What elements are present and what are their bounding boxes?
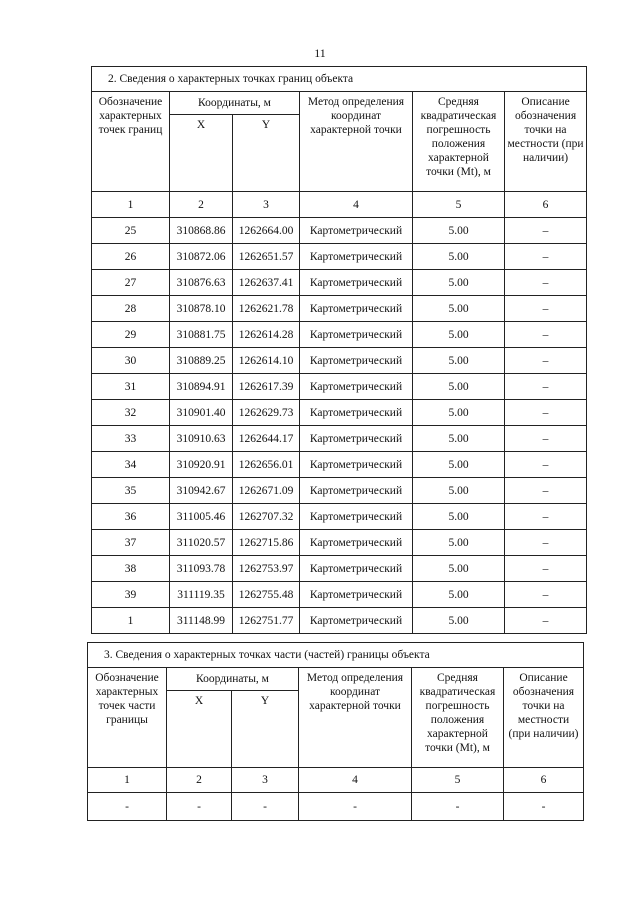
- description: –: [505, 296, 587, 322]
- column-number: 4: [300, 192, 413, 218]
- header-description: Описание обозначения точки на местности (при наличии): [504, 668, 584, 768]
- coord-x: 310901.40: [170, 400, 233, 426]
- header-x: X: [167, 691, 232, 768]
- point-designation: 1: [92, 608, 170, 634]
- coord-y: 1262614.28: [233, 322, 300, 348]
- header-y: Y: [233, 115, 300, 192]
- point-designation: 29: [92, 322, 170, 348]
- accuracy: 5.00: [413, 322, 505, 348]
- coord-y: 1262707.32: [233, 504, 300, 530]
- boundary-points-rows: [92, 218, 587, 634]
- coord-y: -: [232, 793, 299, 821]
- point-designation: 36: [92, 504, 170, 530]
- coord-x: 311148.99: [170, 608, 233, 634]
- table-row: [92, 348, 587, 374]
- method: Картометрический: [300, 348, 413, 374]
- header-y: Y: [232, 691, 299, 768]
- description: –: [505, 400, 587, 426]
- accuracy: 5.00: [413, 504, 505, 530]
- description: –: [505, 270, 587, 296]
- boundary-points-table: [91, 66, 587, 634]
- coord-x: 310881.75: [170, 322, 233, 348]
- accuracy: 5.00: [413, 582, 505, 608]
- coord-x: 311093.78: [170, 556, 233, 582]
- point-designation: 37: [92, 530, 170, 556]
- table-row: [92, 374, 587, 400]
- coord-x: 311020.57: [170, 530, 233, 556]
- description: –: [505, 582, 587, 608]
- coord-y: 1262664.00: [233, 218, 300, 244]
- method: Картометрический: [300, 322, 413, 348]
- header-method: Метод определения координат характерной точки: [299, 668, 412, 768]
- point-designation: 31: [92, 374, 170, 400]
- method: Картометрический: [300, 530, 413, 556]
- part-boundary-points-table: [87, 642, 584, 821]
- accuracy: 5.00: [413, 608, 505, 634]
- accuracy: 5.00: [413, 218, 505, 244]
- header-method: Метод определения координат характерной точки: [300, 92, 413, 192]
- coord-x: 310876.63: [170, 270, 233, 296]
- column-number: 1: [88, 768, 167, 793]
- accuracy: 5.00: [413, 478, 505, 504]
- accuracy: -: [412, 793, 504, 821]
- table-row: [92, 608, 587, 634]
- coord-y: 1262614.10: [233, 348, 300, 374]
- column-number: 1: [92, 192, 170, 218]
- accuracy: 5.00: [413, 348, 505, 374]
- column-number: 6: [504, 768, 584, 793]
- method: Картометрический: [300, 556, 413, 582]
- table-row: [92, 556, 587, 582]
- method: Картометрический: [300, 582, 413, 608]
- section-2-title: 2. Сведения о характерных точках границ объекта: [92, 67, 587, 92]
- description: –: [505, 426, 587, 452]
- coord-x: 310942.67: [170, 478, 233, 504]
- header-x: X: [170, 115, 233, 192]
- coord-y: 1262751.77: [233, 608, 300, 634]
- coord-x: 310878.10: [170, 296, 233, 322]
- accuracy: 5.00: [413, 244, 505, 270]
- coord-x: 310920.91: [170, 452, 233, 478]
- accuracy: 5.00: [413, 426, 505, 452]
- method: Картометрический: [300, 374, 413, 400]
- description: –: [505, 322, 587, 348]
- table-row: [92, 270, 587, 296]
- page-number: 11: [314, 46, 326, 60]
- description: –: [505, 556, 587, 582]
- column-number: 2: [167, 768, 232, 793]
- point-designation: 39: [92, 582, 170, 608]
- method: Картометрический: [300, 400, 413, 426]
- description: –: [505, 504, 587, 530]
- coord-y: 1262753.97: [233, 556, 300, 582]
- description: –: [505, 348, 587, 374]
- accuracy: 5.00: [413, 452, 505, 478]
- method: Картометрический: [300, 504, 413, 530]
- coord-y: 1262629.73: [233, 400, 300, 426]
- description: –: [505, 478, 587, 504]
- header-designation: Обозначение характерных точек части границы: [88, 668, 167, 768]
- table-row: [88, 793, 584, 821]
- header-description: Описание обозначения точки на местности (при наличии): [505, 92, 587, 192]
- description: –: [505, 218, 587, 244]
- description: -: [504, 793, 584, 821]
- table-row: [92, 400, 587, 426]
- coord-y: 1262637.41: [233, 270, 300, 296]
- header-coordinates: Координаты, м: [170, 92, 300, 115]
- method: Картометрический: [300, 426, 413, 452]
- point-designation: 25: [92, 218, 170, 244]
- accuracy: 5.00: [413, 296, 505, 322]
- point-designation: 27: [92, 270, 170, 296]
- method: Картометрический: [300, 244, 413, 270]
- point-designation: 34: [92, 452, 170, 478]
- coord-x: 311005.46: [170, 504, 233, 530]
- accuracy: 5.00: [413, 374, 505, 400]
- coord-x: 311119.35: [170, 582, 233, 608]
- coord-x: 310889.25: [170, 348, 233, 374]
- header-accuracy: Средняя квадратическая погрешность положения характерной точки (Mt), м: [412, 668, 504, 768]
- point-designation: 32: [92, 400, 170, 426]
- column-number: 2: [170, 192, 233, 218]
- table-row: [92, 582, 587, 608]
- table-row: [92, 504, 587, 530]
- coord-y: 1262644.17: [233, 426, 300, 452]
- coord-y: 1262621.78: [233, 296, 300, 322]
- coord-y: 1262617.39: [233, 374, 300, 400]
- column-number: 6: [505, 192, 587, 218]
- coord-y: 1262715.86: [233, 530, 300, 556]
- coord-x: -: [167, 793, 232, 821]
- table-row: [92, 530, 587, 556]
- point-designation: 30: [92, 348, 170, 374]
- point-designation: 28: [92, 296, 170, 322]
- point-designation: 35: [92, 478, 170, 504]
- description: –: [505, 452, 587, 478]
- point-designation: 26: [92, 244, 170, 270]
- point-designation: -: [88, 793, 167, 821]
- method: Картометрический: [300, 270, 413, 296]
- accuracy: 5.00: [413, 530, 505, 556]
- description: –: [505, 374, 587, 400]
- table-row: [92, 218, 587, 244]
- header-accuracy: Средняя квадратическая погрешность положения характерной точки (Mt), м: [413, 92, 505, 192]
- coord-y: 1262651.57: [233, 244, 300, 270]
- table-row: [92, 322, 587, 348]
- table-row: [92, 426, 587, 452]
- method: Картометрический: [300, 218, 413, 244]
- header-designation: Обозначение характерных точек границ: [92, 92, 170, 192]
- accuracy: 5.00: [413, 270, 505, 296]
- column-number: 5: [412, 768, 504, 793]
- method: Картометрический: [300, 452, 413, 478]
- description: –: [505, 530, 587, 556]
- table-row: [92, 296, 587, 322]
- table-row: [92, 452, 587, 478]
- coord-x: 310868.86: [170, 218, 233, 244]
- column-number: 3: [232, 768, 299, 793]
- accuracy: 5.00: [413, 400, 505, 426]
- column-number: 4: [299, 768, 412, 793]
- table-row: [92, 244, 587, 270]
- point-designation: 38: [92, 556, 170, 582]
- method: Картометрический: [300, 296, 413, 322]
- coord-y: 1262656.01: [233, 452, 300, 478]
- column-number: 5: [413, 192, 505, 218]
- method: Картометрический: [300, 478, 413, 504]
- description: –: [505, 608, 587, 634]
- description: –: [505, 244, 587, 270]
- point-designation: 33: [92, 426, 170, 452]
- coord-x: 310910.63: [170, 426, 233, 452]
- accuracy: 5.00: [413, 556, 505, 582]
- section-3-title: 3. Сведения о характерных точках части (частей) границы объекта: [88, 643, 584, 668]
- table-row: [92, 478, 587, 504]
- header-coordinates: Координаты, м: [167, 668, 299, 691]
- coord-x: 310872.06: [170, 244, 233, 270]
- method: -: [299, 793, 412, 821]
- part-boundary-points-rows: [88, 793, 584, 821]
- column-number: 3: [233, 192, 300, 218]
- coord-y: 1262755.48: [233, 582, 300, 608]
- coord-y: 1262671.09: [233, 478, 300, 504]
- method: Картометрический: [300, 608, 413, 634]
- coord-x: 310894.91: [170, 374, 233, 400]
